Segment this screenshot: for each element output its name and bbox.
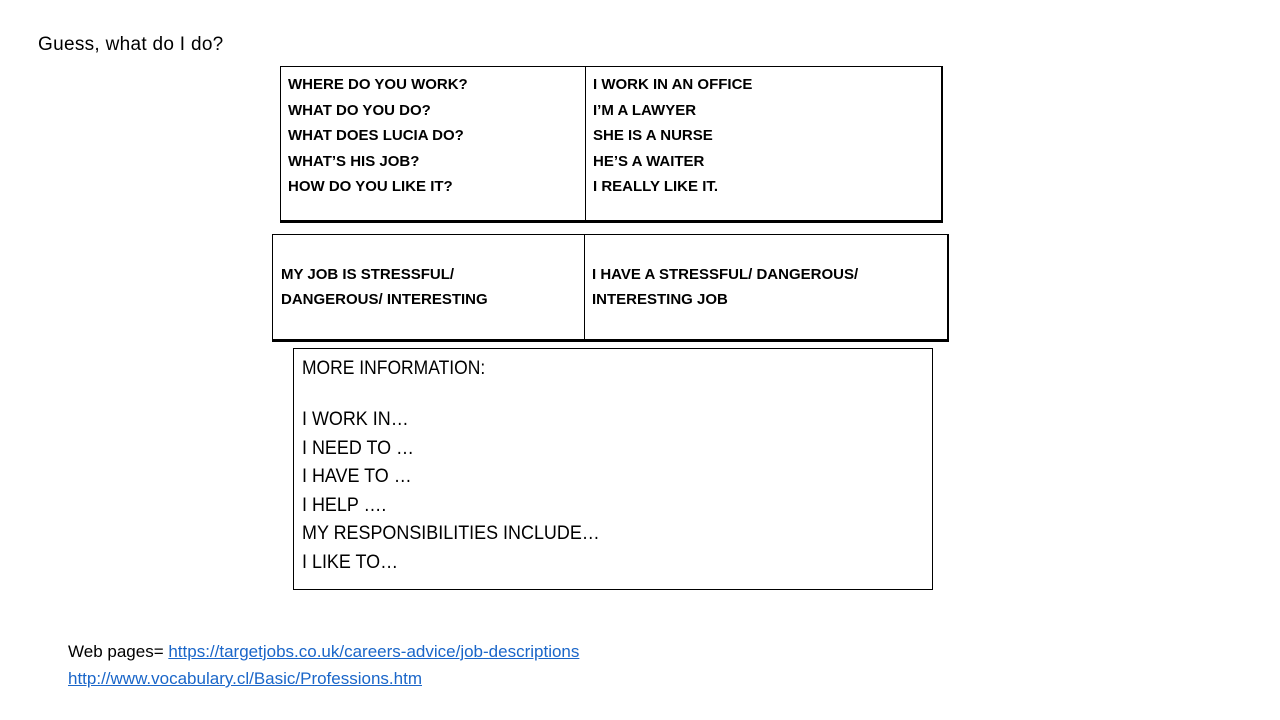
web-pages-line-2 <box>68 665 579 692</box>
vocabulary-link[interactable]: http://www.vocabulary.cl/Basic/Professions.htm <box>68 669 422 688</box>
questions-column <box>281 67 586 220</box>
more-information-heading: MORE INFORMATION: <box>302 358 486 379</box>
targetjobs-link[interactable]: https://targetjobs.co.uk/careers-advice/job-descriptions <box>168 642 580 661</box>
answers-column <box>586 67 941 220</box>
question-answer-table <box>280 66 943 223</box>
question-item: WHERE DO YOU WORK? <box>288 76 468 93</box>
page-title: Guess, what do I do? <box>38 34 224 55</box>
info-line: I WORK IN… <box>302 408 409 430</box>
info-line: I HELP …. <box>302 493 387 516</box>
adjective-right-cell <box>585 235 947 339</box>
info-line: MY RESPONSIBILITIES INCLUDE… <box>302 522 600 544</box>
adjective-left-line: DANGEROUS/ INTERESTING <box>281 291 488 308</box>
answer-item: I’M A LAWYER <box>593 101 697 119</box>
answer-item: SHE IS A NURSE <box>593 127 713 144</box>
web-pages-label: Web pages= <box>68 642 169 661</box>
web-pages <box>68 638 579 692</box>
adjective-right-line: INTERESTING JOB <box>592 291 728 308</box>
info-line: I HAVE TO … <box>302 465 412 487</box>
more-information-box <box>293 348 933 590</box>
adjective-left-cell <box>273 235 585 339</box>
answer-item: I WORK IN AN OFFICE <box>593 76 753 93</box>
adjective-right-line: I HAVE A STRESSFUL/ DANGEROUS/ <box>592 266 859 283</box>
answer-item: I REALLY LIKE IT. <box>593 178 719 195</box>
question-item: WHAT DOES LUCIA DO? <box>288 127 464 144</box>
question-item: HOW DO YOU LIKE IT? <box>288 178 453 195</box>
adjective-table <box>272 234 949 342</box>
question-item: WHAT DO YOU DO? <box>288 101 431 119</box>
info-line: I NEED TO … <box>302 436 414 459</box>
web-pages-line-1 <box>68 638 579 665</box>
adjective-left-line: MY JOB IS STRESSFUL/ <box>281 266 455 283</box>
question-item: WHAT’S HIS JOB? <box>288 152 420 170</box>
answer-item: HE’S A WAITER <box>593 152 705 170</box>
info-line: I LIKE TO… <box>302 550 399 573</box>
